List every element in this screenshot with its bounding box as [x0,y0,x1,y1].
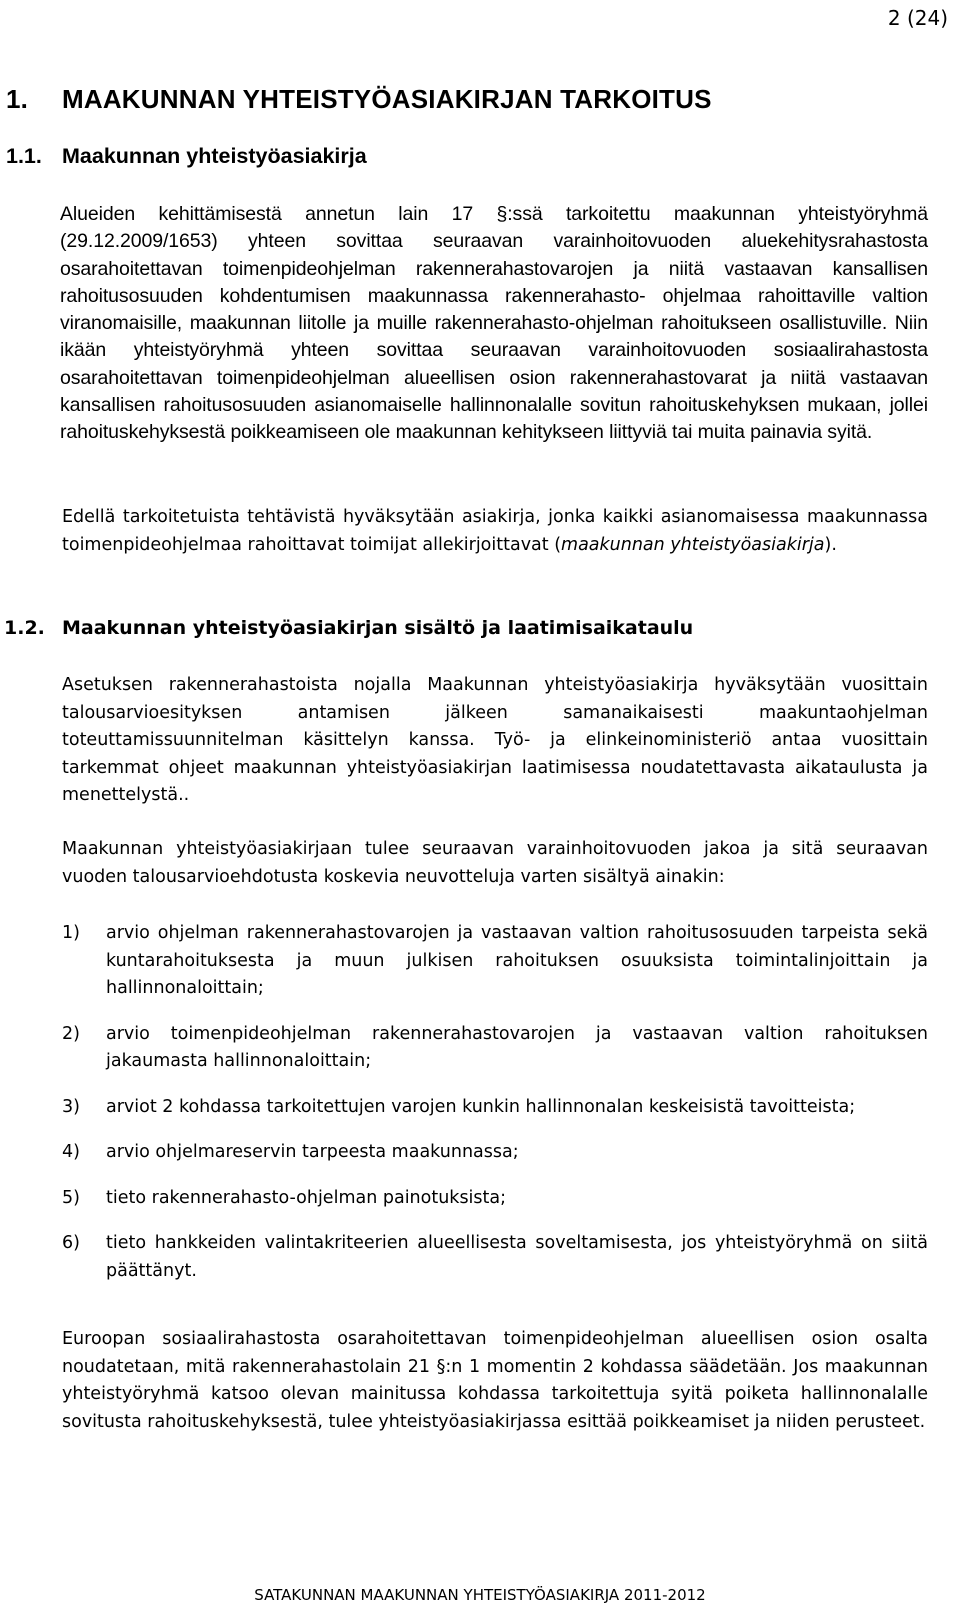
paragraph-2-end: ). [824,534,837,555]
section-number-1-2: 1.2. [4,617,45,639]
section-number-1-1: 1.1. [6,144,42,168]
list-item-number: 2) [62,1023,80,1044]
paragraph-2-italic-term: maakunnan yhteistyöasiakirja [561,534,825,555]
list-item [62,920,928,1003]
list-item [62,1021,928,1076]
chapter-title: MAAKUNNAN YHTEISTYÖASIAKIRJAN TARKOITUS [62,84,712,114]
paragraph-2-text: Edellä tarkoitetuista tehtävistä hyväksytään asiakirja, jonka kaikki asianomaisessa maakunnassa toimenpideohjelmaa rahoittavat toimijat allekirjoittavat ( [62,507,928,555]
section-1-2-paragraph-1: Asetuksen rakennerahastoista nojalla Maakunnan yhteistyöasiakirja hyväksytään vuosittain talousarvioesityksen antamisen jälkeen samanaikaisesti maakuntaohjelman toteuttamissuunnitelman käsittelyn kanssa. Työ- ja elinkeinoministeriö antaa vuosittain tarkemmat ohjeet maakunnan yhteistyöasiakirjan laatimisessa noudatettavasta aikataulusta ja menettelystä.. [62,675,928,805]
list-item-text: arvio ohjelman rakennerahastovarojen ja vastaavan valtion rahoitusosuuden tarpeista sekä kuntarahoituksesta ja muun julkisen rahoituksen osuuksista toimintalinjoittain ja hallinnonaloittain; [106,923,928,998]
page-footer: SATAKUNNAN MAAKUNNAN YHTEISTYÖASIAKIRJA 2011-2012 [254,1586,706,1604]
section-heading-1-2 [4,617,693,639]
content-requirements-list [62,920,928,1285]
list-item-text: arvio toimenpideohjelman rakennerahastovarojen ja vastaavan valtion rahoituksen jakaumasta hallinnonaloittain; [106,1023,928,1071]
section-1-1-paragraph-1: Alueiden kehittämisestä annetun lain 17 §:ssä tarkoitettu maakunnan yhteistyöryhmä (29.12.2009/1653) yhteen sovittaa seuraavan varainhoitovuoden aluekehitysrahastosta osarahoitettavan toimenpideohjelman rakennerahastovarojen ja niitä vastaavan kansallisen rahoitusosuuden kohdentumisen maakunnassa rakennerahasto- ohjelmaa rahoittaville valtion viranomaisille, maakunnan liitolle ja muille rakennerahasto-ohjelman rahoitukseen osallistuville. Niin ikään yhteistyöryhmä yhteen sovittaa seuraavan varainhoitovuoden sosiaalirahastosta osarahoitettavan toimenpideohjelman alueellisen osion rakennerahastovarat ja niitä vastaavan kansallisen rahoitusosuuden asianomaiselle hallinnonalalle sovitun rahoituskehyksen mukaan, jollei rahoituskehyksestä poikkeamiseen ole maakunnan kehitykseen liittyviä tai muita painavia syitä. [60,203,928,444]
list-item-number: 6) [62,1233,80,1253]
page-number: 2 (24) [887,6,948,30]
list-item [62,1094,928,1122]
chapter-heading [6,84,712,115]
list-item-number: 5) [62,1187,80,1208]
list-item-text: tieto rakennerahasto-ohjelman painotuksista; [106,1187,507,1208]
section-1-2-paragraph-2: Maakunnan yhteistyöasiakirjaan tulee seuraavan varainhoitovuoden jakoa ja sitä seuraavan vuoden talousarvioehdotusta koskevia neuvotteluja varten sisältyä ainakin: [62,839,928,887]
section-heading-1-1 [6,144,367,169]
list-item-text: arvio ohjelmareservin tarpeesta maakunnassa; [106,1142,519,1162]
list-item-text: arviot 2 kohdassa tarkoitettujen varojen kunkin hallinnonalan keskeisistä tavoitteista; [106,1096,856,1117]
chapter-number: 1. [6,84,29,114]
list-item-number: 3) [62,1096,80,1117]
list-item [62,1185,928,1213]
list-item [62,1139,928,1167]
list-item-number: 4) [62,1142,80,1162]
list-item [62,1230,928,1285]
section-title-1-1: Maakunnan yhteistyöasiakirja [62,144,367,168]
list-item-text: tieto hankkeiden valintakriteerien alueellisesta soveltamisesta, jos yhteistyöryhmä on siitä päättänyt. [106,1233,928,1281]
section-1-1-paragraph-2 [62,504,928,559]
list-item-number: 1) [62,923,80,943]
section-1-2-paragraph-3: Euroopan sosiaalirahastosta osarahoitettavan toimenpideohjelman alueellisen osion osalta noudatetaan, mitä rakennerahastolain 21 §:n 1 momentin 2 kohdassa säädetään. Jos maakunnan yhteistyöryhmä katsoo olevan mainitussa kohdassa tarkoitettuja syitä poiketa hallinnonalalle sovitusta rahoituskehyksestä, tulee yhteistyöasiakirjassa esittää poikkeamiset ja niiden perusteet. [62,1329,928,1432]
section-title-1-2: Maakunnan yhteistyöasiakirjan sisältö ja laatimisaikataulu [62,617,694,639]
